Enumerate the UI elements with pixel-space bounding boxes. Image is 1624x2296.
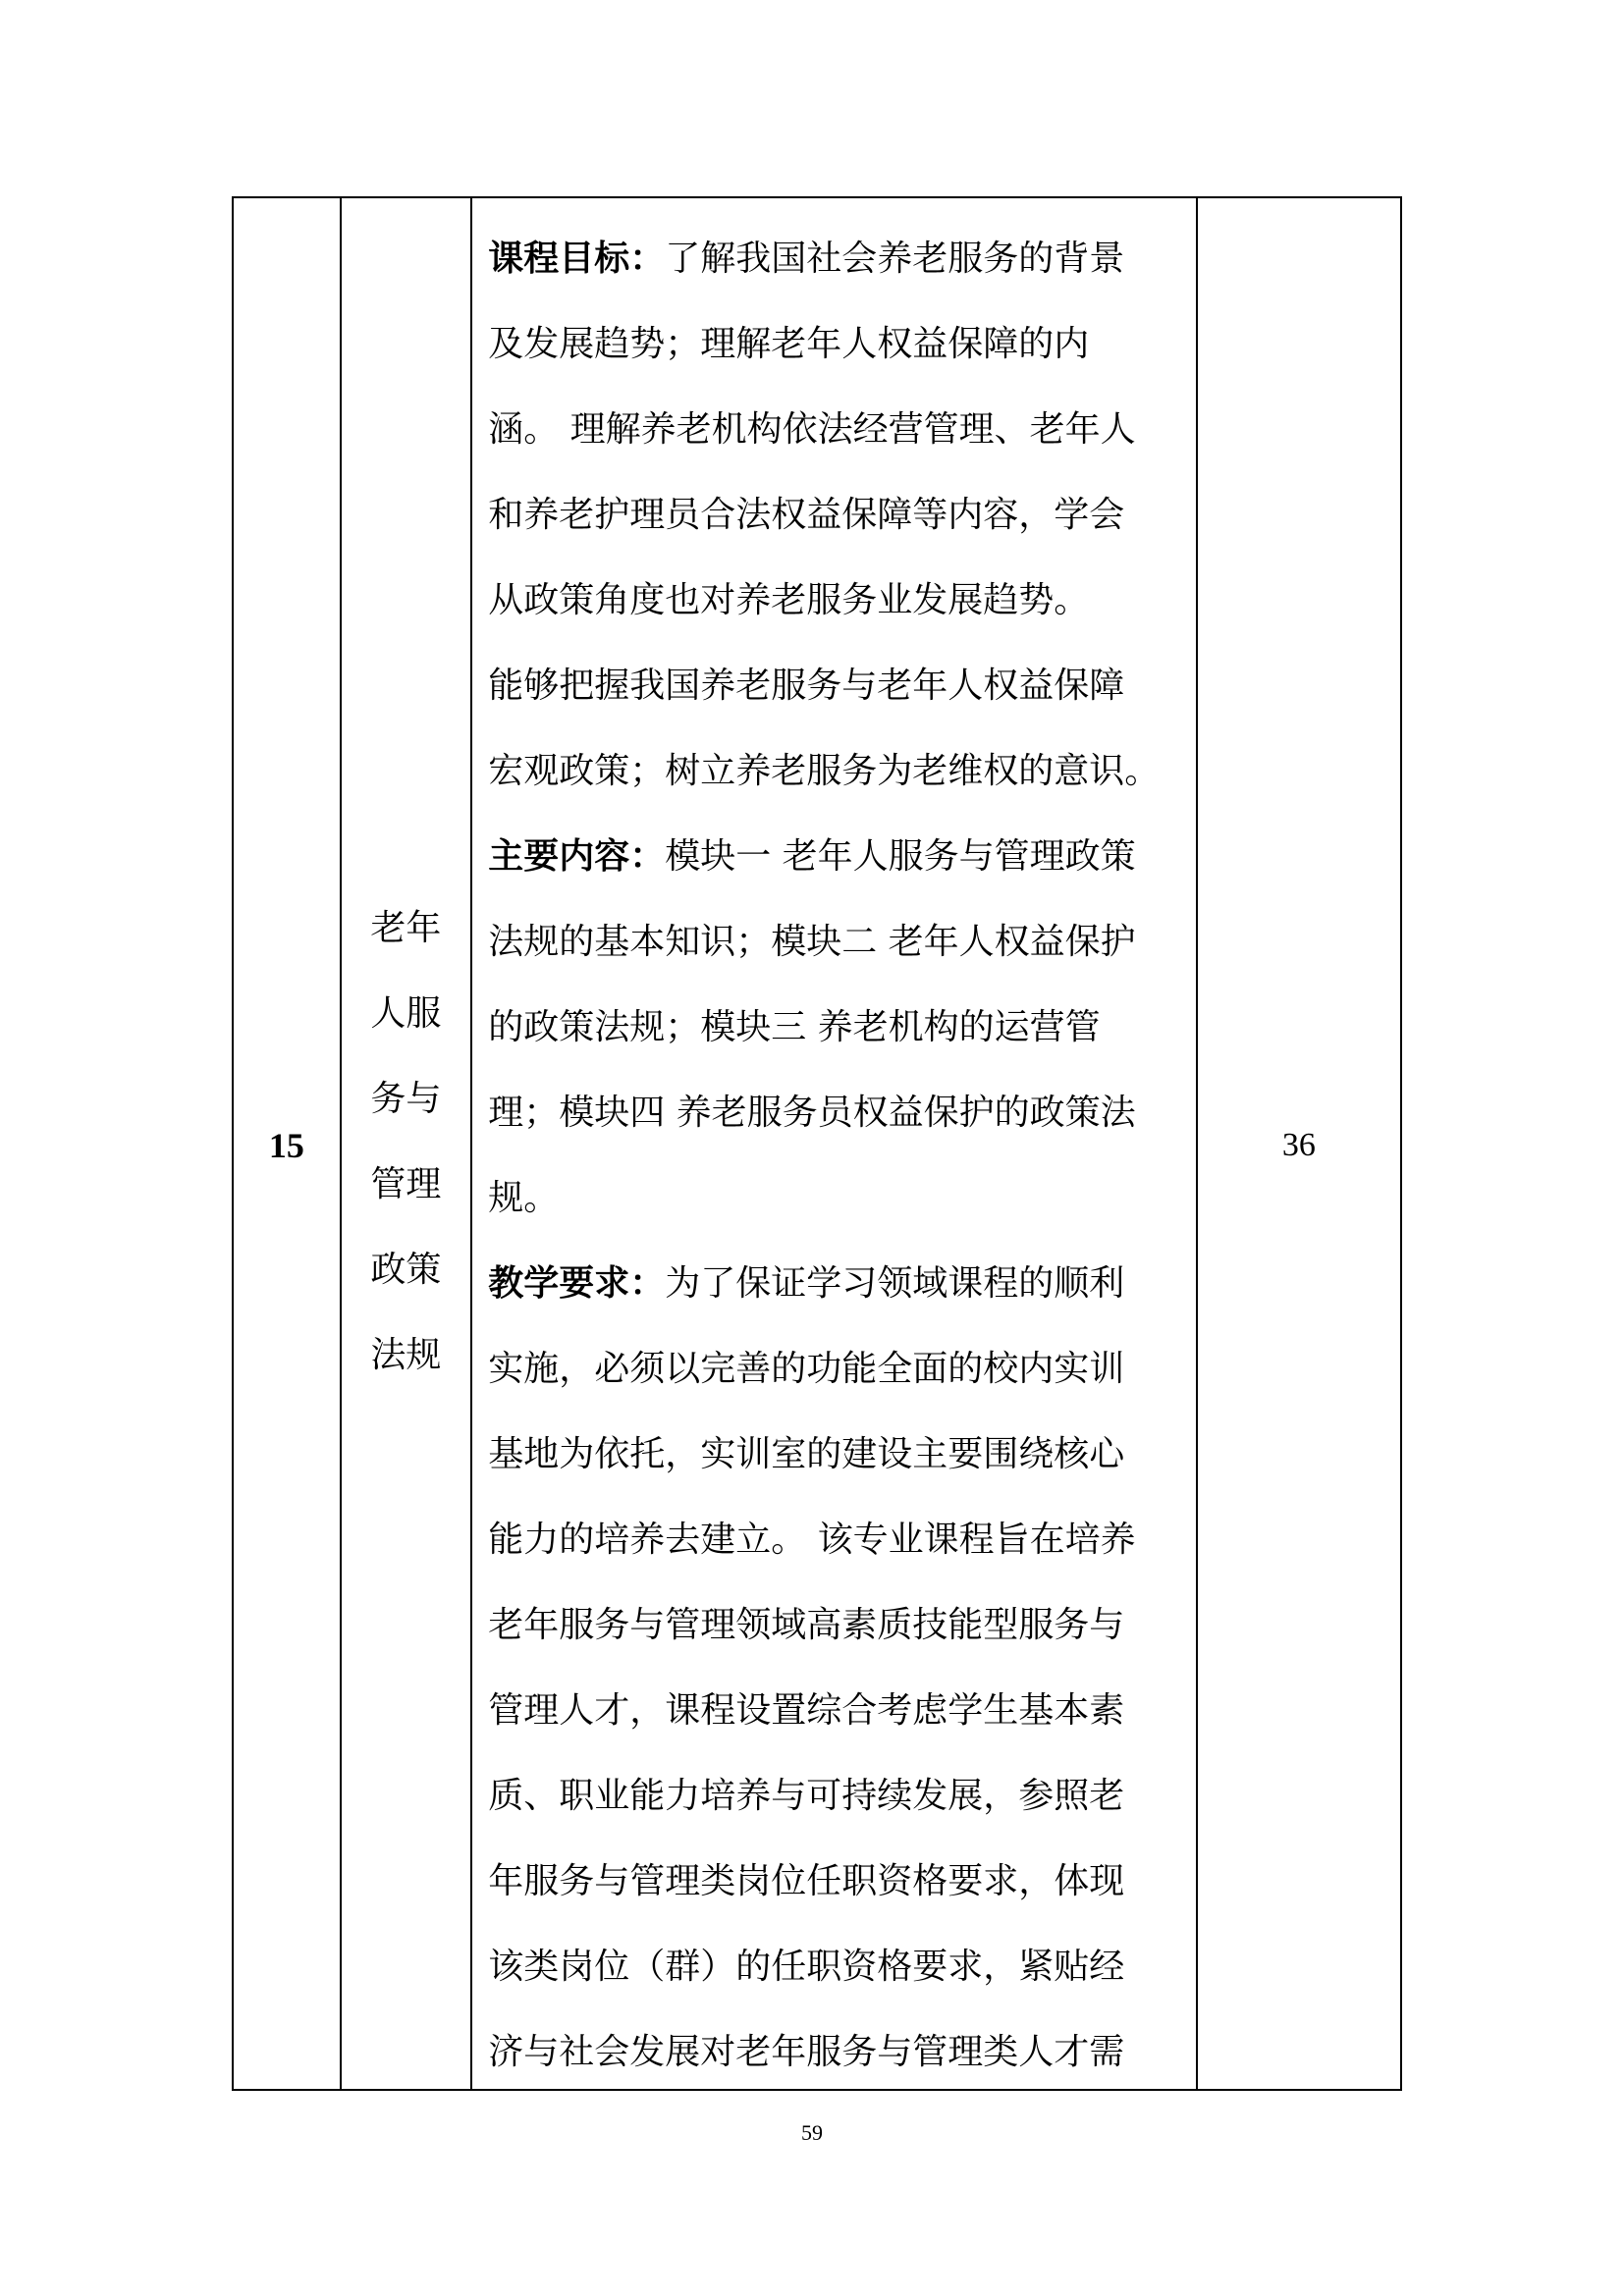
description-text: 宏观政策；树立养老服务为老维权的意识。 <box>488 751 1161 791</box>
description-line <box>488 1668 1196 1753</box>
page-number: 59 <box>801 2120 823 2145</box>
course-description <box>488 216 1196 2095</box>
description-line <box>488 814 1196 899</box>
description-text: 质、职业能力培养与可持续发展，参照老 <box>488 1776 1125 1816</box>
course-name-line: 管理 <box>370 1164 442 1204</box>
course-name-line: 政策 <box>370 1250 442 1290</box>
cell-course-hours <box>1198 198 1400 2089</box>
description-line <box>488 1924 1196 2009</box>
description-text: 能够把握我国养老服务与老年人权益保障 <box>488 666 1125 706</box>
description-text: 的政策法规；模块三 养老机构的运营管 <box>488 1007 1101 1047</box>
description-line <box>488 387 1196 472</box>
course-name-line: 人服 <box>370 993 442 1034</box>
description-text: 规。 <box>488 1178 560 1218</box>
description-line <box>488 643 1196 728</box>
course-table <box>232 196 1402 2091</box>
description-line <box>488 1412 1196 1497</box>
description-line <box>488 558 1196 643</box>
description-line <box>488 1753 1196 1839</box>
description-line <box>488 985 1196 1070</box>
description-text: 涵。 理解养老机构依法经营管理、老年人 <box>488 409 1136 450</box>
description-text: 能力的培养去建立。 该专业课程旨在培养 <box>488 1520 1136 1560</box>
description-line <box>488 1155 1196 1241</box>
description-text: 为了保证学习领域课程的顺利 <box>665 1263 1125 1304</box>
description-text: 实施，必须以完善的功能全面的校内实训 <box>488 1349 1125 1389</box>
description-text: 年服务与管理类岗位任职资格要求，体现 <box>488 1861 1125 1901</box>
description-text: 从政策角度也对养老服务业发展趋势。 <box>488 580 1090 620</box>
cell-course-number <box>234 198 342 2089</box>
description-text: 济与社会发展对老年服务与管理类人才需 <box>488 2032 1125 2072</box>
course-name <box>342 885 471 1398</box>
description-line <box>488 216 1196 301</box>
course-name-line: 务与 <box>370 1079 442 1119</box>
description-text: 及发展趋势；理解老年人权益保障的内 <box>488 324 1090 364</box>
course-name-line: 老年 <box>370 908 442 948</box>
description-text: 老年服务与管理领域高素质技能型服务与 <box>488 1605 1125 1645</box>
description-line <box>488 899 1196 985</box>
description-text: 管理人才，课程设置综合考虑学生基本素 <box>488 1690 1125 1731</box>
description-text: 理；模块四 养老服务员权益保护的政策法 <box>488 1093 1136 1133</box>
cell-course-name <box>342 198 473 2089</box>
description-text: 和养老护理员合法权益保障等内容，学会 <box>488 495 1125 535</box>
description-text: 法规的基本知识；模块二 老年人权益保护 <box>488 922 1136 962</box>
description-text: 模块一 老年人服务与管理政策 <box>665 836 1136 877</box>
course-number: 15 <box>268 1126 304 1165</box>
description-line <box>488 472 1196 558</box>
description-line <box>488 1582 1196 1668</box>
description-line <box>488 1839 1196 1924</box>
description-line <box>488 301 1196 387</box>
course-hours: 36 <box>1281 1127 1316 1163</box>
description-text: 了解我国社会养老服务的背景 <box>665 239 1125 279</box>
course-name-line: 法规 <box>370 1335 442 1375</box>
description-line <box>488 728 1196 814</box>
cell-course-description <box>472 198 1198 2089</box>
description-heading: 主要内容： <box>488 835 666 877</box>
description-line <box>488 1241 1196 1326</box>
description-heading: 教学要求： <box>488 1262 666 1304</box>
description-line <box>488 1070 1196 1155</box>
description-text: 基地为依托，实训室的建设主要围绕核心 <box>488 1434 1125 1474</box>
description-line <box>488 2009 1196 2095</box>
description-line <box>488 1497 1196 1582</box>
description-heading: 课程目标： <box>488 238 666 279</box>
description-line <box>488 1326 1196 1412</box>
description-text: 该类岗位（群）的任职资格要求，紧贴经 <box>488 1947 1125 1987</box>
